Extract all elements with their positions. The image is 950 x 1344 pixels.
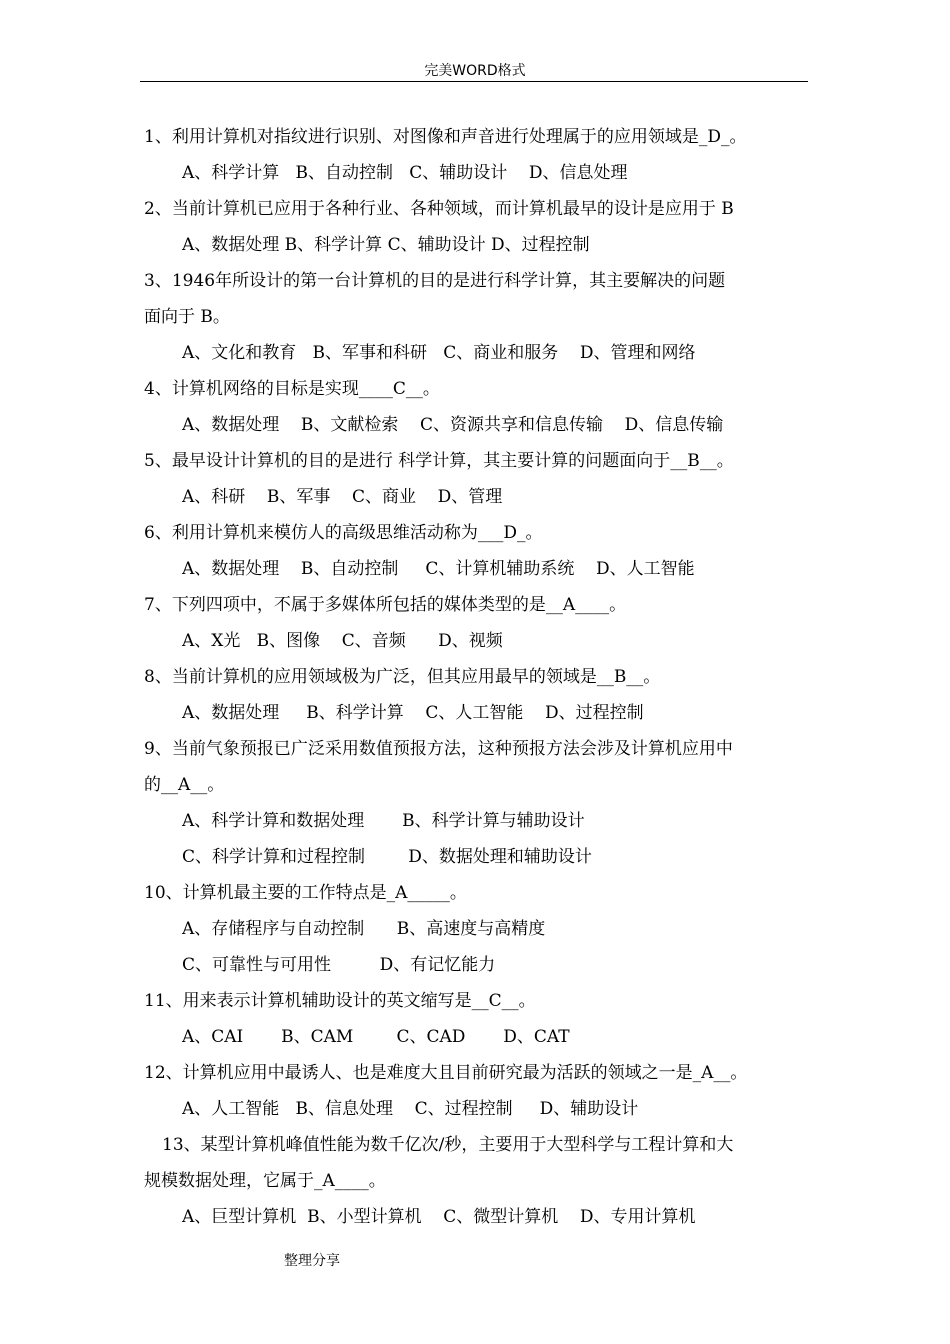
- question-4-options: A、数据处理 B、文献检索 C、资源共享和信息传输 D、信息传输: [182, 415, 724, 435]
- question-9-options-cd: C、科学计算和过程控制 D、数据处理和辅助设计: [182, 847, 592, 867]
- question-13-options: A、巨型计算机 B、小型计算机 C、微型计算机 D、专用计算机: [182, 1207, 696, 1227]
- question-12-options: A、人工智能 B、信息处理 C、过程控制 D、辅助设计: [182, 1099, 639, 1119]
- page-footer: 整理分享: [284, 1253, 340, 1269]
- question-6-options: A、数据处理 B、自动控制 C、计算机辅助系统 D、人工智能: [182, 559, 695, 579]
- question-2-options: A、数据处理 B、科学计算 C、辅助设计 D、过程控制: [182, 235, 590, 255]
- question-10-options-cd: C、可靠性与可用性 D、有记忆能力: [182, 955, 496, 975]
- question-1-options: A、科学计算 B、自动控制 C、辅助设计 D、信息处理: [182, 163, 628, 183]
- question-5-options: A、科研 B、军事 C、商业 D、管理: [182, 487, 503, 507]
- question-6: 6、利用计算机来模仿人的高级思维活动称为___D_。: [144, 523, 543, 543]
- question-4: 4、计算机网络的目标是实现____C__。: [144, 379, 440, 399]
- question-7: 7、下列四项中，不属于多媒体所包括的媒体类型的是__A____。: [144, 595, 627, 615]
- page-header: 完美WORD格式: [424, 63, 526, 79]
- question-9-cont: 的__A__。: [144, 775, 225, 795]
- question-7-options: A、X光 B、图像 C、音频 D、视频: [182, 631, 503, 651]
- question-3-options: A、文化和教育 B、军事和科研 C、商业和服务 D、管理和网络: [182, 343, 696, 363]
- question-8: 8、当前计算机的应用领域极为广泛，但其应用最早的领域是__B__。: [144, 667, 661, 687]
- question-12: 12、计算机应用中最诱人、也是难度大且目前研究最为活跃的领域之一是_A__。: [144, 1063, 748, 1083]
- question-8-options: A、数据处理 B、科学计算 C、人工智能 D、过程控制: [182, 703, 644, 723]
- question-3: 3、1946年所设计的第一台计算机的目的是进行科学计算，其主要解决的问题: [144, 271, 726, 291]
- header-divider: [140, 81, 808, 82]
- question-13-cont: 规模数据处理，它属于_A____。: [144, 1171, 386, 1191]
- question-9: 9、当前气象预报已广泛采用数值预报方法，这种预报方法会涉及计算机应用中: [144, 739, 733, 759]
- question-2: 2、当前计算机已应用于各种行业、各种领域，而计算机最早的设计是应用于 B: [144, 199, 734, 219]
- question-11-options: A、CAI B、CAM C、CAD D、CAT: [182, 1027, 570, 1047]
- question-9-options-ab: A、科学计算和数据处理 B、科学计算与辅助设计: [182, 811, 585, 831]
- question-11: 11、用来表示计算机辅助设计的英文缩写是__C__。: [144, 991, 536, 1011]
- question-3-cont: 面向于 B。: [144, 307, 230, 327]
- question-13: 13、某型计算机峰值性能为数千亿次/秒，主要用于大型科学与工程计算和大: [162, 1135, 734, 1155]
- question-1: 1、利用计算机对指纹进行识别、对图像和声音进行处理属于的应用领域是_D_。: [144, 127, 747, 147]
- question-5: 5、最早设计计算机的目的是进行 科学计算，其主要计算的问题面向于__B__。: [144, 451, 734, 471]
- question-10: 10、计算机最主要的工作特点是_A_____。: [144, 883, 467, 903]
- question-10-options-ab: A、存储程序与自动控制 B、高速度与高精度: [182, 919, 546, 939]
